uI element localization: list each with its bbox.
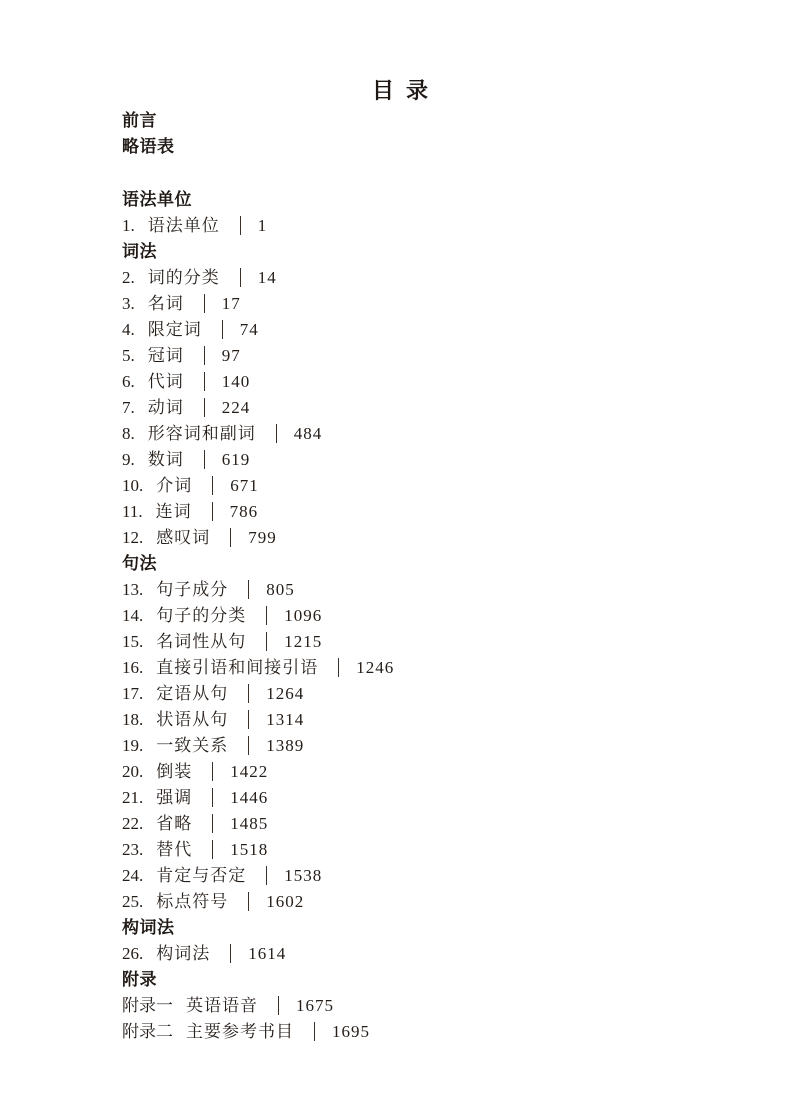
toc-entry <box>122 681 710 707</box>
entry-title: 限定词 <box>147 320 202 339</box>
separator-bar <box>266 866 267 885</box>
blank-line-spacer <box>122 160 710 187</box>
section-heading: 构词法 <box>122 918 175 937</box>
separator-bar <box>212 788 213 807</box>
toc-entry <box>122 655 710 681</box>
entry-page-number: 484 <box>293 424 323 443</box>
entry-number: 17. <box>122 684 144 703</box>
entry-number: 13. <box>122 580 144 599</box>
front-matter-list <box>122 108 710 160</box>
section-heading: 句法 <box>122 554 157 573</box>
entry-page-number: 671 <box>230 476 259 495</box>
entry-title: 定语从句 <box>156 684 229 703</box>
toc-entry <box>122 603 710 629</box>
entry-title: 连词 <box>155 502 192 521</box>
entry-title: 句子的分类 <box>156 606 247 625</box>
separator-bar <box>248 892 249 911</box>
separator-bar <box>314 1022 315 1041</box>
entry-number: 3. <box>122 294 135 313</box>
separator-bar <box>204 372 205 391</box>
entry-page-number: 1538 <box>284 866 323 885</box>
toc-entry <box>122 759 710 785</box>
entry-title: 标点符号 <box>156 892 229 911</box>
entry-number: 8. <box>122 424 135 443</box>
entry-number: 11. <box>122 502 143 521</box>
separator-bar <box>230 528 231 547</box>
entry-page-number: 799 <box>248 528 277 547</box>
entry-page-number: 1422 <box>230 762 269 781</box>
toc-entry <box>122 629 710 655</box>
entry-number: 21. <box>122 788 144 807</box>
entry-title: 主要参考书目 <box>186 1022 294 1041</box>
entry-title: 英语语音 <box>186 996 258 1015</box>
toc-entry <box>122 421 710 447</box>
toc-entry <box>122 733 710 759</box>
separator-bar <box>204 450 205 469</box>
entry-number: 附录二 <box>122 1022 173 1041</box>
entry-title: 省略 <box>156 814 193 833</box>
separator-bar <box>212 502 213 521</box>
separator-bar <box>212 814 213 833</box>
separator-bar <box>338 658 339 677</box>
entry-title: 名词 <box>147 294 184 313</box>
toc-entry <box>122 577 710 603</box>
entry-page-number: 74 <box>239 320 259 339</box>
entry-number: 19. <box>122 736 144 755</box>
front-matter-item: 略语表 <box>122 137 175 156</box>
toc-entry <box>122 707 710 733</box>
entry-title: 倒装 <box>156 762 193 781</box>
separator-bar <box>204 346 205 365</box>
entry-page-number: 619 <box>221 450 251 469</box>
entry-page-number: 1675 <box>296 996 334 1015</box>
entry-title: 数词 <box>147 450 184 469</box>
entry-number: 5. <box>122 346 135 365</box>
entry-page-number: 1485 <box>230 814 269 833</box>
entry-page-number: 786 <box>229 502 259 521</box>
entry-number: 20. <box>122 762 144 781</box>
entry-number: 4. <box>122 320 135 339</box>
section-heading: 词法 <box>122 242 157 261</box>
entry-number: 14. <box>122 606 144 625</box>
entry-number: 15. <box>122 632 144 651</box>
separator-bar <box>248 710 249 729</box>
section-heading: 附录 <box>122 970 157 989</box>
toc-entry <box>122 317 710 343</box>
entry-page-number: 1614 <box>248 944 287 963</box>
entry-title: 肯定与否定 <box>156 866 247 885</box>
toc-entry <box>122 863 710 889</box>
separator-bar <box>212 476 213 495</box>
separator-bar <box>266 632 267 651</box>
toc-entry <box>122 785 710 811</box>
entry-page-number: 97 <box>221 346 241 365</box>
separator-bar <box>230 944 231 963</box>
separator-bar <box>212 840 213 859</box>
entry-page-number: 1 <box>257 216 268 235</box>
toc-entry <box>122 889 710 915</box>
entry-number: 6. <box>122 372 135 391</box>
toc-entry <box>122 811 710 837</box>
separator-bar <box>248 736 249 755</box>
toc-entry <box>122 473 710 499</box>
separator-bar <box>222 320 223 339</box>
separator-bar <box>276 424 277 443</box>
entry-title: 构词法 <box>156 944 211 963</box>
entry-number: 2. <box>122 268 135 287</box>
toc-list <box>122 187 710 1045</box>
page-title: 目 录 <box>371 78 429 103</box>
toc-entry <box>122 1019 710 1045</box>
entry-title: 形容词和副词 <box>147 424 256 443</box>
entry-number: 26. <box>122 944 144 963</box>
entry-number: 22. <box>122 814 144 833</box>
entry-number: 7. <box>122 398 135 417</box>
entry-number: 24. <box>122 866 144 885</box>
entry-number: 10. <box>122 476 144 495</box>
toc-entry <box>122 369 710 395</box>
entry-page-number: 1518 <box>230 840 269 859</box>
entry-page-number: 17 <box>221 294 241 313</box>
entry-title: 语法单位 <box>147 216 220 235</box>
entry-number: 12. <box>122 528 144 547</box>
entry-page-number: 805 <box>266 580 295 599</box>
entry-page-number: 1096 <box>284 606 323 625</box>
entry-number: 1. <box>122 216 135 235</box>
entry-title: 句子成分 <box>156 580 229 599</box>
separator-bar <box>240 216 241 235</box>
toc-entry <box>122 993 710 1019</box>
entry-page-number: 1246 <box>356 658 395 677</box>
entry-title: 替代 <box>156 840 193 859</box>
entry-number: 23. <box>122 840 144 859</box>
entry-title: 状语从句 <box>156 710 229 729</box>
entry-title: 冠词 <box>147 346 184 365</box>
entry-title: 强调 <box>156 788 193 807</box>
entry-page-number: 224 <box>221 398 251 417</box>
toc-entry <box>122 499 710 525</box>
entry-title: 词的分类 <box>147 268 220 287</box>
entry-title: 感叹词 <box>156 528 211 547</box>
entry-page-number: 1314 <box>266 710 305 729</box>
front-matter-item: 前言 <box>122 111 157 130</box>
separator-bar <box>266 606 267 625</box>
toc-entry <box>122 213 710 239</box>
separator-bar <box>248 580 249 599</box>
separator-bar <box>204 398 205 417</box>
toc-entry <box>122 447 710 473</box>
separator-bar <box>248 684 249 703</box>
toc-entry <box>122 291 710 317</box>
separator-bar <box>212 762 213 781</box>
entry-page-number: 1695 <box>332 1022 370 1041</box>
toc-entry <box>122 343 710 369</box>
entry-number: 18. <box>122 710 144 729</box>
entry-page-number: 1389 <box>266 736 305 755</box>
entry-number: 25. <box>122 892 144 911</box>
entry-title: 直接引语和间接引语 <box>156 658 319 677</box>
entry-title: 介词 <box>156 476 193 495</box>
toc-entry <box>122 837 710 863</box>
entry-title: 动词 <box>147 398 184 417</box>
entry-page-number: 1264 <box>266 684 305 703</box>
toc-entry <box>122 395 710 421</box>
separator-bar <box>278 996 279 1015</box>
entry-title: 一致关系 <box>156 736 229 755</box>
toc-entry <box>122 265 710 291</box>
entry-number: 16. <box>122 658 144 677</box>
entry-page-number: 1602 <box>266 892 305 911</box>
entry-number: 9. <box>122 450 135 469</box>
entry-page-number: 1215 <box>284 632 323 651</box>
entry-page-number: 140 <box>221 372 251 391</box>
entry-page-number: 1446 <box>230 788 269 807</box>
entry-title: 代词 <box>147 372 184 391</box>
separator-bar <box>240 268 241 287</box>
entry-number: 附录一 <box>122 996 173 1015</box>
toc-entry <box>122 941 710 967</box>
toc-entry <box>122 525 710 551</box>
separator-bar <box>204 294 205 313</box>
entry-title: 名词性从句 <box>156 632 247 651</box>
section-heading: 语法单位 <box>122 190 192 209</box>
entry-page-number: 14 <box>257 268 277 287</box>
